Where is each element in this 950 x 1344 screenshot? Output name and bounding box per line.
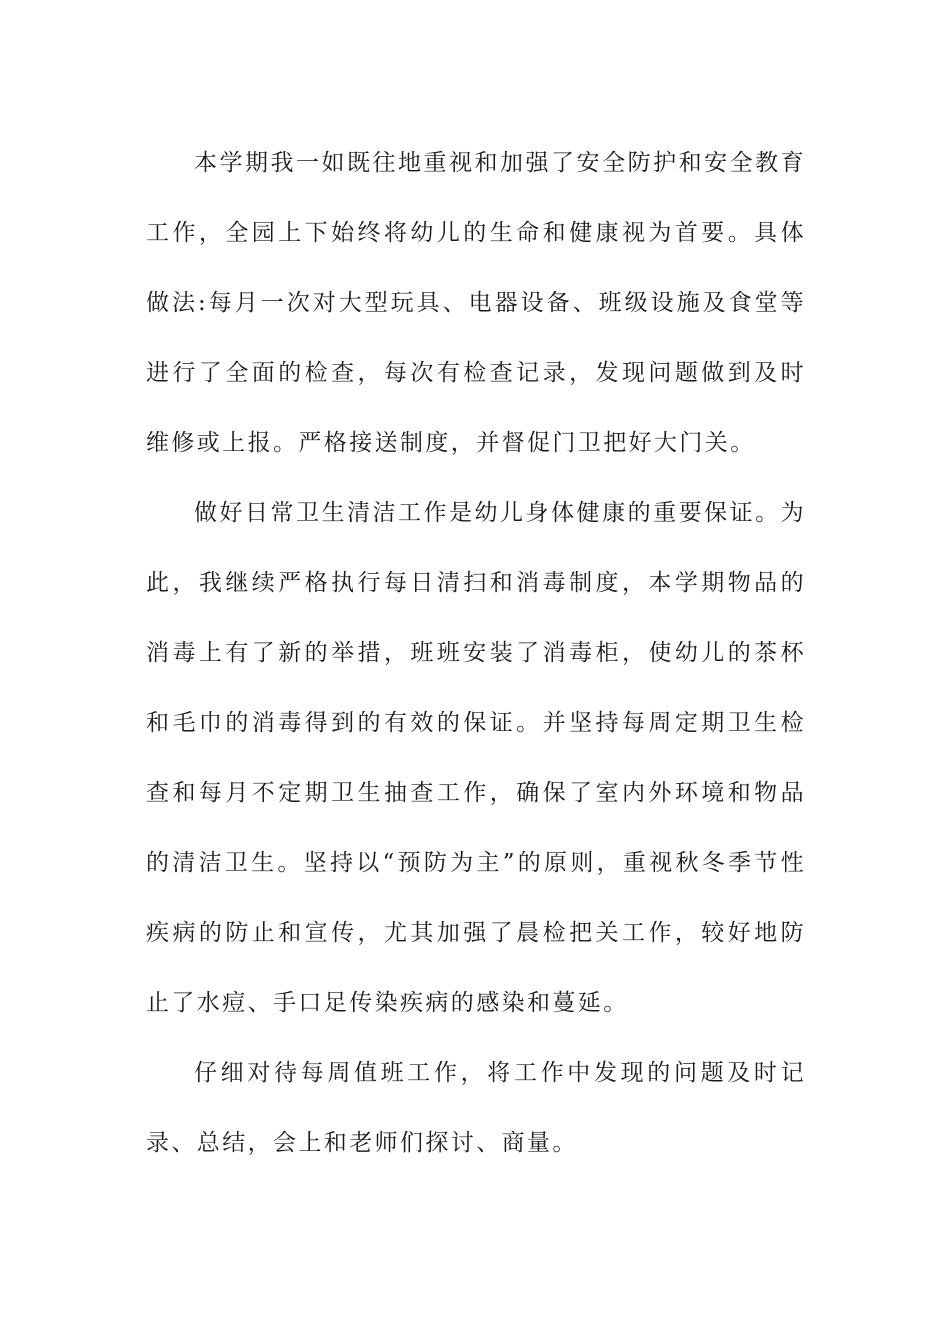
paragraph-safety: 本学期我一如既往地重视和加强了安全防护和安全教育工作，全园上下始终将幼儿的生命和健康视为首要。具体做法:每月一次对大型玩具、电器设备、班级设施及食堂等进行了全面的检查，每次有检查记录，发现问题做到及时维修或上报。严格接送制度，并督促门卫把好大门关。 <box>146 150 806 456</box>
paragraph-hygiene: 做好日常卫生清洁工作是幼儿身体健康的重要保证。为此，我继续严格执行每日清扫和消毒制度，本学期物品的消毒上有了新的举措，班班安装了消毒柜，使幼儿的茶杯和毛巾的消毒得到的有效的保证。并坚持每周定期卫生检查和每月不定期卫生抽查工作，确保了室内外环境和物品的清洁卫生。坚持以“预防为主”的原则，重视秋冬季节性疾病的防止和宣传，尤其加强了晨检把关工作，较好地防止了水痘、手口足传染疾病的感染和蔓延。 <box>146 500 806 1016</box>
document-body <box>146 128 806 1178</box>
paragraph-duty: 仔细对待每周值班工作，将工作中发现的问题及时记录、总结，会上和老师们探讨、商量。 <box>146 1060 806 1156</box>
